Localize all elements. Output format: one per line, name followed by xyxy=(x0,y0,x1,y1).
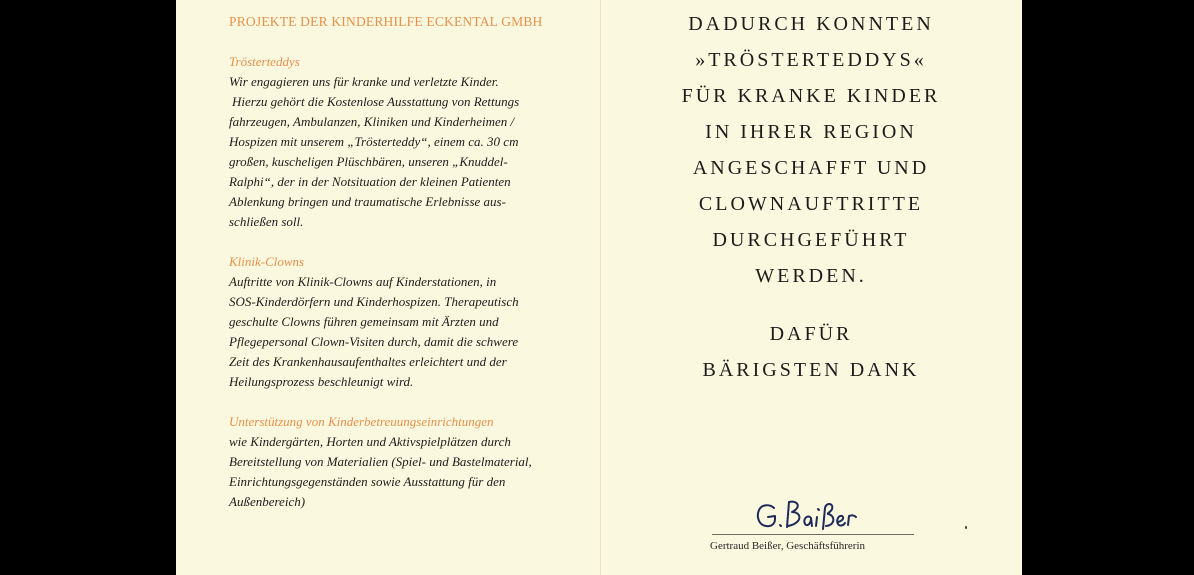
section-line: Ralphi“, der in der Notsituation der kleinen Patienten xyxy=(229,174,511,189)
message-line: WERDEN. xyxy=(755,265,867,287)
right-page xyxy=(611,6,1011,388)
section-line: geschulte Clowns führen gemeinsam mit Ärzten und xyxy=(229,314,499,329)
section-line: Hierzu gehört die Kostenlose Ausstattung von Rettungs xyxy=(232,94,520,109)
section-title: Unterstützung von Kinderbetreuungseinrichtungen xyxy=(229,414,494,429)
page-heading: PROJEKTE DER KINDERHILFE ECKENTAL GMBH xyxy=(229,14,543,29)
message-line: FÜR KRANKE KINDER xyxy=(681,85,941,107)
left-page xyxy=(229,12,559,532)
section-line: schließen soll. xyxy=(229,214,304,229)
page-fold xyxy=(600,0,601,575)
section-line: Zeit des Krankenhausaufenthaltes erleichtert und der xyxy=(229,354,507,369)
section-line: Auftritte von Klinik-Clowns auf Kinderstationen, in xyxy=(229,274,497,289)
section-line: Heilungsprozess beschleunigt wird. xyxy=(229,374,414,389)
section-line: wie Kindergärten, Horten und Aktivspielplätzen durch xyxy=(229,434,511,449)
signature-block xyxy=(708,496,918,556)
message-line: »TRÖSTERTEDDYS« xyxy=(695,49,927,71)
message-line: CLOWNAUFTRITTE xyxy=(698,193,924,215)
section-line: Bereitstellung von Materialien (Spiel- und Bastelmaterial, xyxy=(229,454,532,469)
section-line: Einrichtungsgegenständen sowie Ausstattung für den xyxy=(229,474,506,489)
section-line: SOS-Kinderdörfern und Kinderhospizen. Therapeutisch xyxy=(229,294,519,309)
message-line: DURCHGEFÜHRT xyxy=(712,229,910,251)
section-troesterteddys xyxy=(229,52,559,232)
paper-speck xyxy=(965,526,967,529)
section-line: fahrzeugen, Ambulanzen, Kliniken und Kinderheimen / xyxy=(229,114,515,129)
section-line: Wir engagieren uns für kranke und verletzte Kinder. xyxy=(229,74,499,89)
section-line: Ablenkung bringen und traumatische Erlebnisse aus- xyxy=(229,194,506,209)
message-line: ANGESCHAFFT UND xyxy=(692,157,930,179)
message-line: DADURCH KONNTEN xyxy=(688,13,934,35)
thanks-line: DAFÜR xyxy=(769,323,853,345)
section-line: Hospizen mit unserem „Trösterteddy“, einem ca. 30 cm xyxy=(229,134,519,149)
section-kinderbetreuung xyxy=(229,412,559,512)
section-line: Pflegepersonal Clown-Visiten durch, damit die schwere xyxy=(229,334,519,349)
section-line: großen, kuscheligen Plüschbären, unseren „Knuddel- xyxy=(229,154,508,169)
thank-you-message xyxy=(611,6,1011,294)
signature-line xyxy=(712,534,914,535)
section-line: Außenbereich) xyxy=(229,494,306,509)
handwritten-signature xyxy=(752,496,862,534)
message-line: IN IHRER REGION xyxy=(705,121,917,143)
section-title: Klinik-Clowns xyxy=(229,254,305,269)
thanks-line: BÄRIGSTEN DANK xyxy=(702,359,920,381)
section-klinik-clowns xyxy=(229,252,559,392)
brochure-spread xyxy=(176,0,1022,575)
section-title: Trösterteddys xyxy=(229,54,300,69)
signer-name: Gertraud Beißer, Geschäftsführerin xyxy=(710,540,866,552)
thanks-block xyxy=(611,316,1011,388)
